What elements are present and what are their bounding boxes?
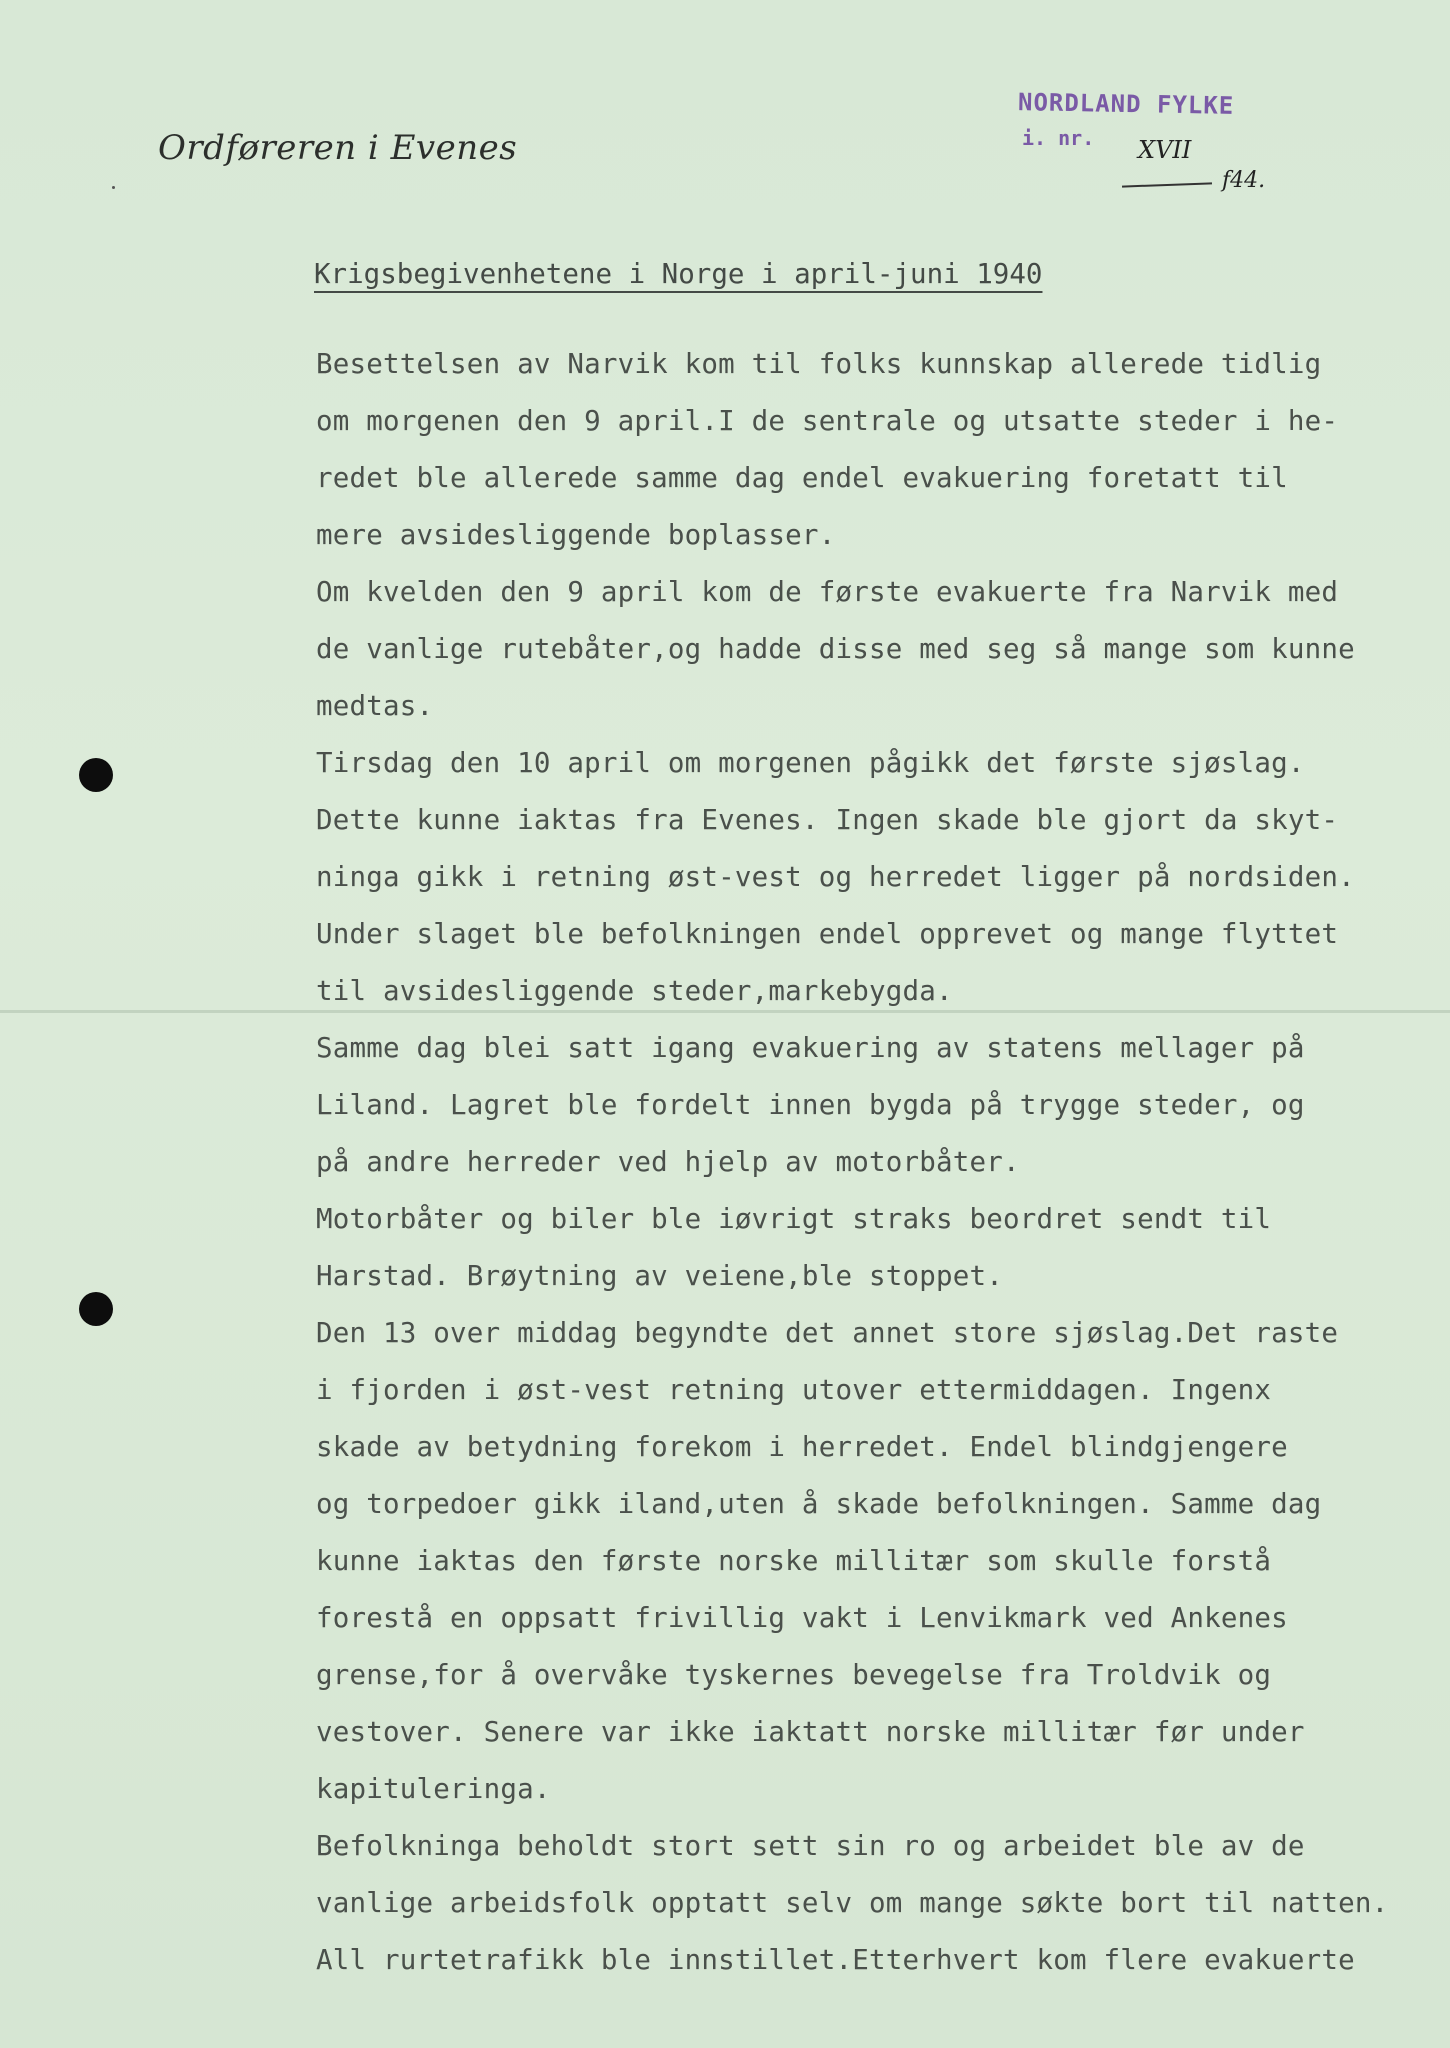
handwritten-stroke (1122, 182, 1212, 187)
stamp-received: i. nr. (1022, 126, 1095, 150)
registry-stamp (1018, 90, 1234, 150)
text-line: Tirsdag den 10 april om morgenen pågikk det første sjøslag. (316, 747, 1305, 779)
text-line: Besettelsen av Narvik kom til folks kunnskap allerede tidlig (316, 348, 1322, 380)
text-line: og torpedoer gikk iland,uten å skade befolkningen. Samme dag (316, 1488, 1322, 1520)
text-line: All rurtetrafikk ble innstillet.Etterhvert kom flere evakuerte (316, 1944, 1355, 1976)
text-line: medtas. (316, 690, 434, 722)
text-line: Dette kunne iaktas fra Evenes. Ingen skade ble gjort da skyt- (316, 804, 1339, 836)
margin-mark (112, 186, 115, 189)
text-line: Harstad. Brøytning av veiene,ble stoppet. (316, 1260, 1004, 1292)
text-line: vestover. Senere var ikke iaktatt norske millitær før under (316, 1716, 1305, 1748)
handwritten-note-1: XVII (1138, 136, 1192, 164)
punch-hole (79, 758, 113, 792)
text-line: skade av betydning forekom i herredet. Endel blindgjengere (316, 1431, 1288, 1463)
text-line: om morgenen den 9 april.I de sentrale og utsatte steder i he- (316, 405, 1339, 437)
text-line: forestå en oppsatt frivillig vakt i Lenvikmark ved Ankenes (316, 1602, 1288, 1634)
text-line: Samme dag blei satt igang evakuering av statens mellager på (316, 1032, 1305, 1064)
text-line: mere avsidesliggende boplasser. (316, 519, 836, 551)
text-line: i fjorden i øst-vest retning utover ettermiddagen. Ingenx (316, 1374, 1272, 1406)
document-heading: Krigsbegivenhetene i Norge i april-juni 1940 (314, 258, 1043, 290)
text-line: Liland. Lagret ble fordelt innen bygda på trygge steder, og (316, 1089, 1305, 1121)
text-line: vanlige arbeidsfolk opptatt selv om mange søkte bort til natten. (316, 1887, 1389, 1919)
text-line: Under slaget ble befolkningen endel opprevet og mange flyttet (316, 918, 1339, 950)
text-line: Om kvelden den 9 april kom de første evakuerte fra Narvik med (316, 576, 1339, 608)
letterhead: Ordføreren i Evenes (158, 128, 518, 168)
text-line: på andre herreder ved hjelp av motorbåter. (316, 1146, 1020, 1178)
text-line: kunne iaktas den første norske millitær som skulle forstå (316, 1545, 1272, 1577)
body-text (316, 336, 1388, 1989)
handwritten-note-2: f44. (1222, 168, 1266, 193)
text-line: Den 13 over middag begyndte det annet store sjøslag.Det raste (316, 1317, 1339, 1349)
text-line: Befolkninga beholdt stort sett sin ro og arbeidet ble av de (316, 1830, 1305, 1862)
text-line: ninga gikk i retning øst-vest og herredet ligger på nordsiden. (316, 861, 1355, 893)
text-line: de vanlige rutebåter,og hadde disse med seg så mange som kunne (316, 633, 1355, 665)
stamp-title: NORDLAND FYLKE (1017, 88, 1235, 120)
text-line: redet ble allerede samme dag endel evakuering foretatt til (316, 462, 1288, 494)
text-line: kapituleringa. (316, 1773, 551, 1805)
text-line: grense,for å overvåke tyskernes bevegelse fra Troldvik og (316, 1659, 1272, 1691)
punch-hole (79, 1292, 113, 1326)
text-line: til avsidesliggende steder,markebygda. (316, 975, 953, 1007)
text-line: Motorbåter og biler ble iøvrigt straks beordret sendt til (316, 1203, 1272, 1235)
